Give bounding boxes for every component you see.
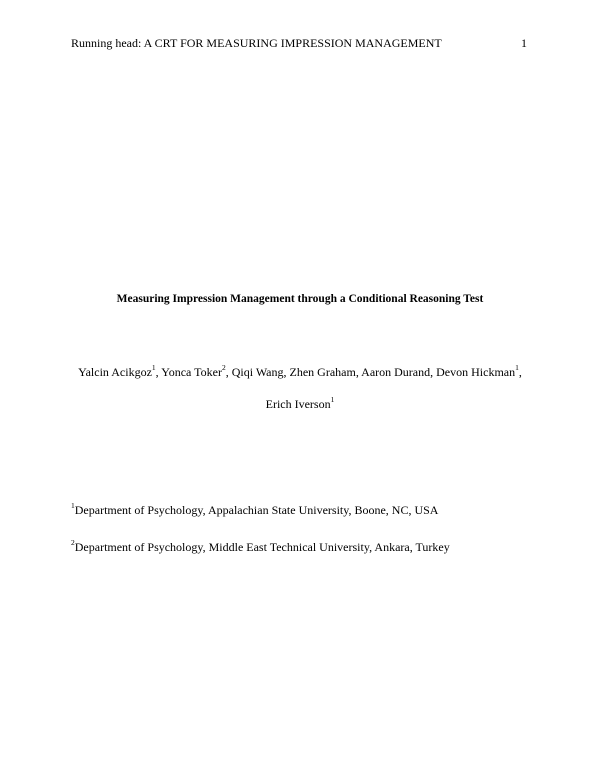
author-name: Yonca Toker (161, 365, 222, 379)
author-affiliation-marker: 1 (330, 395, 335, 404)
affiliation-2 (71, 540, 450, 554)
author-name: Yalcin Acikgoz (78, 365, 152, 379)
author-separator: , (225, 365, 232, 379)
author-affiliation-marker: 1 (151, 363, 156, 372)
author-affiliation-marker: 1 (515, 363, 519, 372)
author-line-2 (0, 397, 600, 411)
page-number: 1 (521, 36, 527, 50)
author-line-1 (0, 365, 600, 379)
paper-title: Measuring Impression Management through a Conditional Reasoning Test (116, 293, 484, 305)
author-separator: , (518, 365, 522, 379)
affiliation-marker: 1 (71, 501, 75, 510)
affiliation-1 (71, 503, 438, 517)
author-names-group: Qiqi Wang, Zhen Graham, Aaron Durand, Devon Hickman (231, 365, 516, 379)
author-name: Erich Iverson (265, 397, 331, 411)
affiliation-text: Department of Psychology, Appalachian State University, Boone, NC, USA (74, 503, 439, 517)
author-affiliation-marker: 2 (221, 363, 226, 372)
affiliation-marker: 2 (71, 538, 75, 547)
author-list (0, 365, 600, 411)
affiliation-text: Department of Psychology, Middle East Technical University, Ankara, Turkey (74, 540, 450, 554)
author-separator: , (155, 365, 162, 379)
running-head: Running head: A CRT FOR MEASURING IMPRESSION MANAGEMENT (71, 36, 442, 50)
